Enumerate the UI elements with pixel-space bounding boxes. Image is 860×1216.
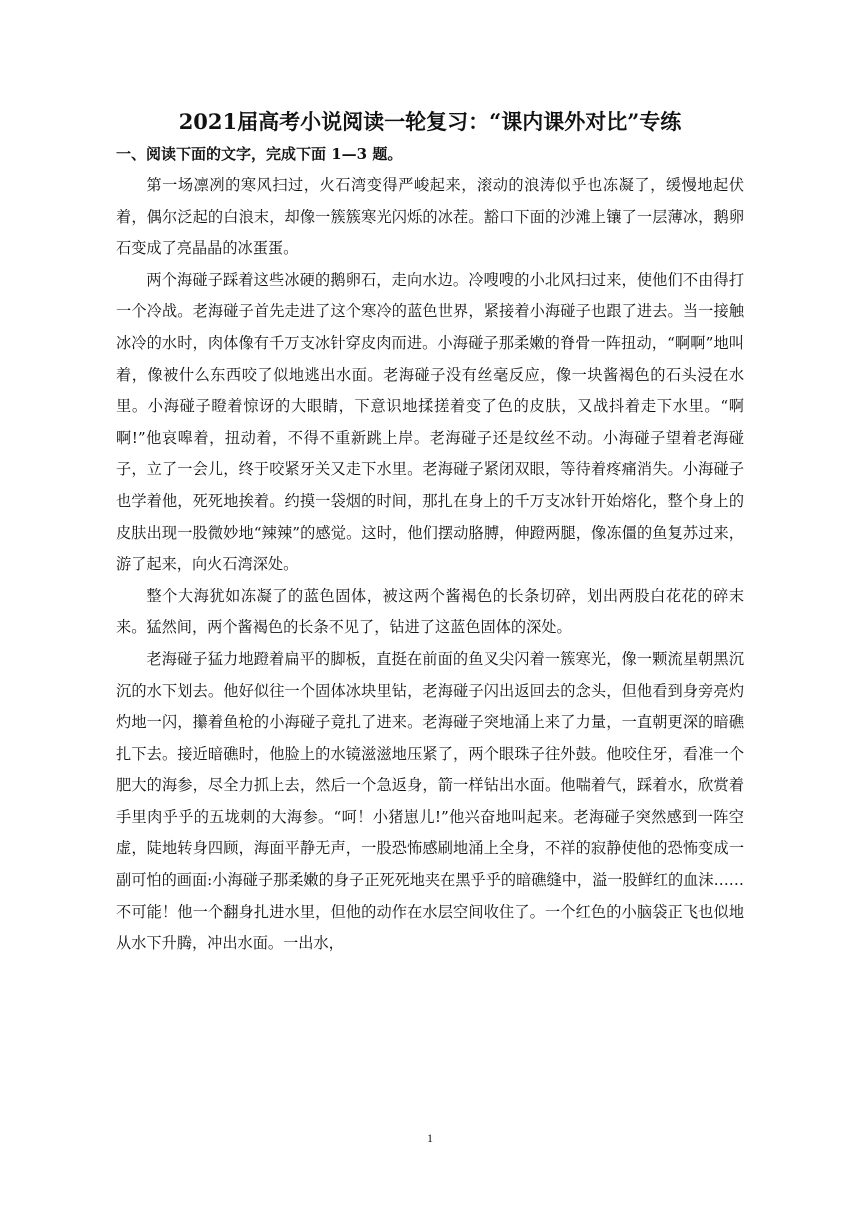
section-heading: 一、阅读下面的文字，完成下面 1—3 题。 xyxy=(116,145,403,163)
document-body xyxy=(116,108,744,960)
document-title: 2021届高考小说阅读一轮复习：“课内课外对比”专练 xyxy=(178,109,682,134)
paragraph-3: 整个大海犹如冻凝了的蓝色固体，被这两个酱褐色的长条切碎，划出两股白花花的碎末来。猛然间，两个酱褐色的长条不见了，钻进了这蓝色固体的深处。 xyxy=(116,586,744,637)
paragraph-1: 第一场凛冽的寒风扫过，火石湾变得严峻起来，滚动的浪涛似乎也冻凝了，缓慢地起伏着，偶尔泛起的白浪末，却像一簇簇寒光闪烁的冰茬。豁口下面的沙滩上镶了一层薄冰，鹅卵石变成了亮晶晶的冰蛋蛋。 xyxy=(116,176,744,258)
paragraph-4: 老海碰子猛力地蹬着扁平的脚板，直挺在前面的鱼叉尖闪着一簇寒光，像一颗流星朝黑沉沉的水下划去。他好似往一个固体冰块里钻，老海碰子闪出返回去的念头，但他看到身旁亮灼灼地一闪，攥着鱼枪的小海碰子竟扎了进来。老海碰子突地涌上来了力量，一直朝更深的暗礁扎下去。接近暗礁时，他脸上的水镜滋滋地压紧了，两个眼珠子往外鼓。他咬住牙，看准一个肥大的海参，尽全力抓上去，然后一个急返身，箭一样钻出水面。他喘着气，踩着水，欣赏着手里肉乎乎的五垅刺的大海参。“呵！小猪崽儿!”他兴奋地叫起来。老海碰子突然感到一阵空虚，陡地转身四顾，海面平静无声，一股恐怖感刷地涌上全身，不祥的寂静使他的恐怖变成一副可怕的画面:小海碰子那柔嫩的身子正死死地夹在黑乎乎的暗礁缝中，溢一股鲜红的血沫……不可能！他一个翻身扎进水里，但他的动作在水层空间收住了。一个红色的小脑袋正飞也似地从水下升腾，冲出水面。一出水， xyxy=(116,649,744,953)
page-number: 1 xyxy=(427,1131,433,1145)
paragraph-2: 两个海碰子踩着这些冰硬的鹅卵石，走向水边。冷嗖嗖的小北风扫过来，使他们不由得打一个冷战。老海碰子首先走进了这个寒冷的蓝色世界，紧接着小海碰子也跟了进去。当一接触冰冷的水时，肉体像有千万支冰针穿皮肉而进。小海碰子那柔嫩的脊骨一阵扭动，“啊啊”地叫着，像被什么东西咬了似地逃出水面。老海碰子没有丝毫反应，像一块酱褐色的石头浸在水里。小海碰子瞪着惊讶的大眼睛，下意识地揉搓着变了色的皮肤，又战抖着走下水里。“啊啊!”他哀嗥着，扭动着，不得不重新跳上岸。老海碰子还是纹丝不动。小海碰子望着老海碰子，立了一会儿，终于咬紧牙关又走下水里。老海碰子紧闭双眼，等待着疼痛消失。小海碰子也学着他，死死地挨着。约摸一袋烟的时间，那扎在身上的千万支冰针开始熔化，整个身上的皮肤出现一股微妙地“辣辣”的感觉。这时，他们摆动胳膊，伸蹬两腿，像冻僵的鱼复苏过来，游了起来，向火石湾深处。 xyxy=(116,270,744,574)
